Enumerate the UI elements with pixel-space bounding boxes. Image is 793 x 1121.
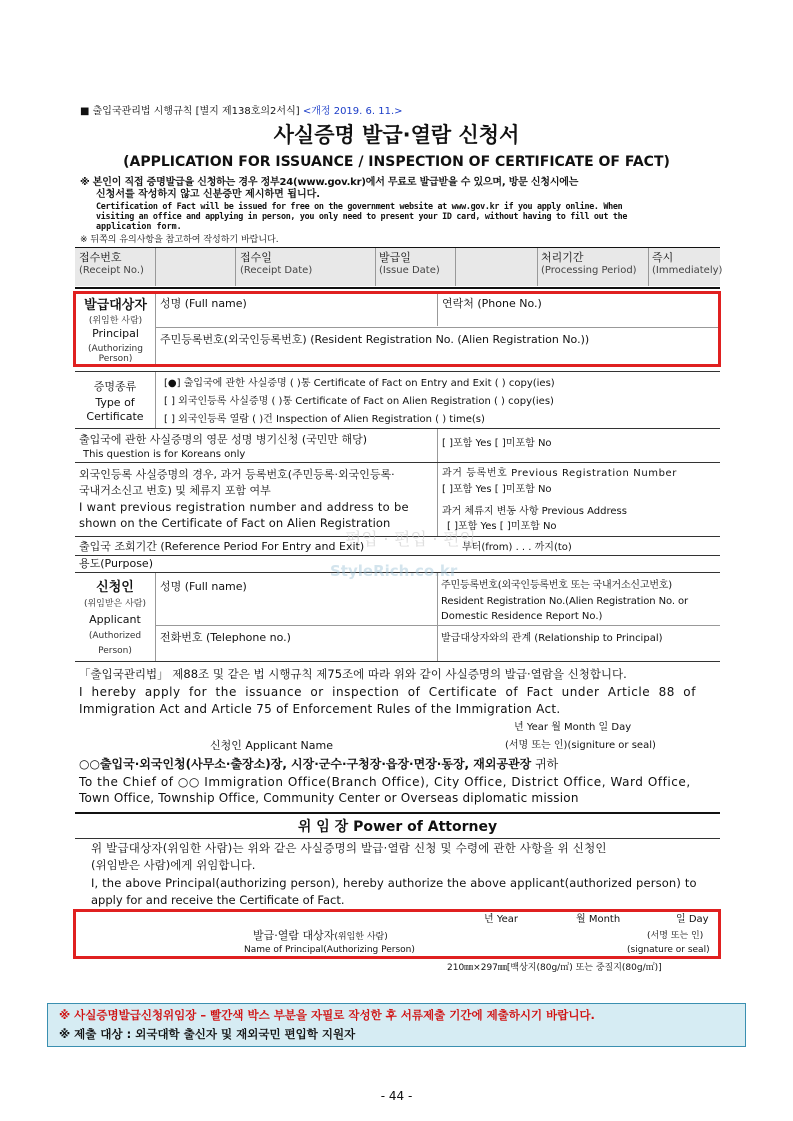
applicant-signature[interactable]: (서명 또는 인)(signiture or seal)	[505, 740, 656, 751]
english-name-question: 출입국에 관한 사실증명의 영문 성명 병기신청 (국민만 해당)	[79, 433, 368, 446]
notice-ko-2: 신청서를 작성하지 않고 신분증만 제시하면 됩니다.	[96, 189, 321, 200]
receipt-no-ko: 접수번호	[79, 251, 122, 264]
cert-option-alien-registration[interactable]: [ ] 외국인등록 사실증명 ( )통 Certificate of Fact on Alien Registration ( ) copy(ies)	[164, 396, 554, 407]
footer-notice-line-1: ※ 사실증명발급신청위임장 – 빨간색 박스 부분을 자필로 작성한 후 서류제출 기간에 제출하시기 바랍니다.	[59, 1008, 595, 1022]
cert-option-alien-inspection[interactable]: [ ] 외국인등록 열람 ( )건 Inspection of Alien Registration ( ) time(s)	[164, 414, 485, 425]
recipient-ko-suffix: 귀하	[531, 757, 559, 771]
principal-phone-field[interactable]: 연락처 (Phone No.)	[442, 297, 542, 310]
prev-reg-question-2: 국내거소신고 번호) 및 체류지 포함 여부	[79, 484, 271, 497]
footer-notice-line-2: ※ 제출 대상 : 외국대학 출신자 및 재외국민 편입학 지원자	[59, 1027, 356, 1041]
revision-date: <개정 2019. 6. 11.>	[302, 106, 403, 117]
cert-type-label-ko: 증명종류	[93, 380, 137, 393]
immediate-ko: 즉시	[652, 251, 674, 264]
principal-label-en-sub-1: (Authorizing	[88, 344, 143, 354]
applicant-label-sub: (위임받은 사람)	[83, 599, 147, 609]
receipt-date-ko: 접수일	[240, 251, 272, 264]
attorney-ko-2: (위임받은 사람)에게 위임합니다.	[91, 858, 256, 872]
immediate-en: (Immediately)	[652, 265, 723, 276]
principal-label-en-sub-2: Person)	[98, 354, 133, 364]
applicant-label-en: Applicant	[89, 613, 141, 626]
principal-label-ko: 발급대상자	[84, 298, 147, 313]
recipient-en-2: Town Office, Township Office, Community Center or Overseas diplomatic mission	[79, 791, 579, 805]
purpose-label: 용도(Purpose)	[79, 557, 153, 570]
attorney-date-month[interactable]: 월 Month	[576, 914, 621, 925]
prev-address-answer[interactable]: [ ]포함 Yes [ ]미포함 No	[447, 521, 557, 532]
title-ko: 사실증명 발급·열람 신청서	[273, 123, 520, 147]
paper-spec: 210㎜×297㎜[백상지(80g/㎡) 또는 중질지(80g/㎡)]	[447, 963, 662, 973]
notice-en-3: application form.	[96, 221, 182, 231]
notice-en-2: visiting an office and applying in person, you only need to present your ID card, without having to fill out the	[96, 211, 628, 221]
watermark-url: StyleRich.co.kr	[330, 562, 458, 580]
attorney-signature-ko[interactable]: (서명 또는 인)	[647, 931, 704, 941]
attorney-target-ko: 발급·열람 대상자	[253, 929, 335, 942]
attorney-en-2: apply for and receive the Certificate of Fact.	[91, 893, 345, 907]
recipient-ko	[79, 757, 558, 772]
applicant-reg-no-label-1[interactable]: 주민등록번호(외국인등록번호 또는 국내거소신고번호)	[441, 580, 672, 591]
declaration-date[interactable]: 년 Year 월 Month 일 Day	[514, 722, 632, 733]
issue-date-ko: 발급일	[379, 251, 411, 264]
cert-type-label-en-2: Certificate	[86, 410, 144, 423]
title-en: (APPLICATION FOR ISSUANCE / INSPECTION OF CERTIFICATE OF FACT)	[123, 154, 670, 170]
page-number: - 44 -	[380, 1089, 413, 1103]
english-name-answer[interactable]: [ ]포함 Yes [ ]미포함 No	[442, 438, 552, 449]
prev-reg-question-en-2: shown on the Certificate of Fact on Alien Registration	[79, 516, 391, 530]
prev-reg-question-en-1: I want previous registration number and address to be	[79, 500, 409, 514]
receipt-no-en: (Receipt No.)	[79, 265, 144, 276]
notice-en-1: Certification of Fact will be issued for free on the government website at www.gov.kr if you apply online. When	[96, 201, 623, 211]
issue-date-en: (Issue Date)	[379, 265, 440, 276]
applicant-label-en-sub-2: Person)	[98, 646, 132, 656]
attorney-date-day[interactable]: 일 Day	[676, 914, 709, 925]
recipient-en-1: To the Chief of ○○ Immigration Office(Branch Office), City Office, District Office, Ward Office,	[79, 775, 691, 789]
declaration-en-1: I hereby apply for the issuance or inspection of Certificate of Fact under Article 88 of	[79, 685, 696, 699]
legal-basis: ■ 출입국관리법 시행규칙 [별지 제138호의2서식] <개정 2019. 6. 11.>	[80, 106, 403, 117]
receipt-date-en: (Receipt Date)	[240, 265, 313, 276]
cert-option-entry-exit[interactable]: [●] 출입국에 관한 사실증명 ( )통 Certificate of Fact on Entry and Exit ( ) copy(ies)	[164, 378, 555, 389]
attorney-title: 위 임 장 Power of Attorney	[297, 819, 498, 835]
prev-reg-number-answer[interactable]: [ ]포함 Yes [ ]미포함 No	[442, 484, 552, 495]
recipient-ko-main: ○○출입국·외국인청(사무소·출장소)장, 시장·군수·구청장·읍장·면장·동장, 재외공관장	[79, 757, 532, 771]
prev-address-label: 과거 체류지 변동 사항 Previous Address	[442, 506, 627, 517]
reference-period-label: 출입국 조회기간 (Reference Period For Entry and Exit)	[79, 540, 365, 553]
principal-label-sub: (위임한 사람)	[88, 316, 143, 326]
prev-reg-question-1: 외국인등록 사실증명의 경우, 과거 등록번호(주민등록·외국인등록·	[79, 468, 395, 481]
applicant-phone-field[interactable]: 전화번호 (Telephone no.)	[160, 631, 291, 644]
english-name-note: This question is for Koreans only	[83, 449, 246, 460]
processing-period-ko: 처리기간	[541, 251, 584, 264]
attorney-ko-1: 위 발급대상자(위임한 사람)는 위와 같은 사실증명의 발급·열람 신청 및 수령에 관한 사항을 위 신청인	[91, 841, 607, 855]
applicant-label-en-sub-1: (Authorized	[88, 631, 142, 641]
attorney-target-ko-sub: (위임한 사람)	[334, 932, 388, 942]
declaration-ko: 「출입국관리법」 제88조 및 같은 법 시행규칙 제75조에 따라 위와 같이 사실증명의 발급·열람을 신청합니다.	[79, 667, 627, 681]
reference-period-field[interactable]: 부터(from) . . . 까지(to)	[462, 542, 572, 553]
watermark-logo: 편입 · 편입 · 편입	[345, 530, 476, 550]
applicant-name-label: 신청인 Applicant Name	[210, 739, 333, 752]
principal-reg-no-field[interactable]: 주민등록번호(외국인등록번호) (Resident Registration No. (Alien Registration No.))	[160, 333, 590, 346]
attorney-target-en: Name of Principal(Authorizing Person)	[244, 945, 415, 955]
attorney-en-1: I, the above Principal(authorizing person), hereby authorize the above applicant(authorized person) to	[91, 876, 697, 890]
cert-type-label-en-1: Type of	[95, 396, 135, 409]
applicant-label-ko: 신청인	[96, 580, 134, 595]
applicant-relation-field[interactable]: 발급대상자와의 관계 (Relationship to Principal)	[441, 633, 663, 644]
attorney-signature-en: (signature or seal)	[627, 945, 710, 955]
applicant-reg-no-label-3: Domestic Residence Report No.)	[441, 611, 603, 622]
processing-period-en: (Processing Period)	[541, 265, 637, 276]
applicant-name-field[interactable]: 성명 (Full name)	[160, 580, 247, 593]
applicant-reg-no-label-2: Resident Registration No.(Alien Registration No. or	[441, 596, 689, 607]
notice-ko-1: ※ 본인이 직접 증명발급을 신청하는 경우 정부24(www.gov.kr)에서 무료로 발급받을 수 있으며, 방문 신청시에는	[80, 177, 579, 188]
guide-note: ※ 뒤쪽의 유의사항을 참고하여 작성하기 바랍니다.	[80, 235, 279, 245]
attorney-date-year[interactable]: 년 Year	[484, 914, 519, 925]
principal-name-field[interactable]: 성명 (Full name)	[160, 297, 247, 310]
principal-label-en: Principal	[92, 327, 139, 340]
prev-reg-number-label: 과거 등록번호 Previous Registration Number	[442, 468, 678, 479]
declaration-en-2: Immigration Act and Article 75 of Enforcement Rules of the Immigration Act.	[79, 702, 561, 716]
